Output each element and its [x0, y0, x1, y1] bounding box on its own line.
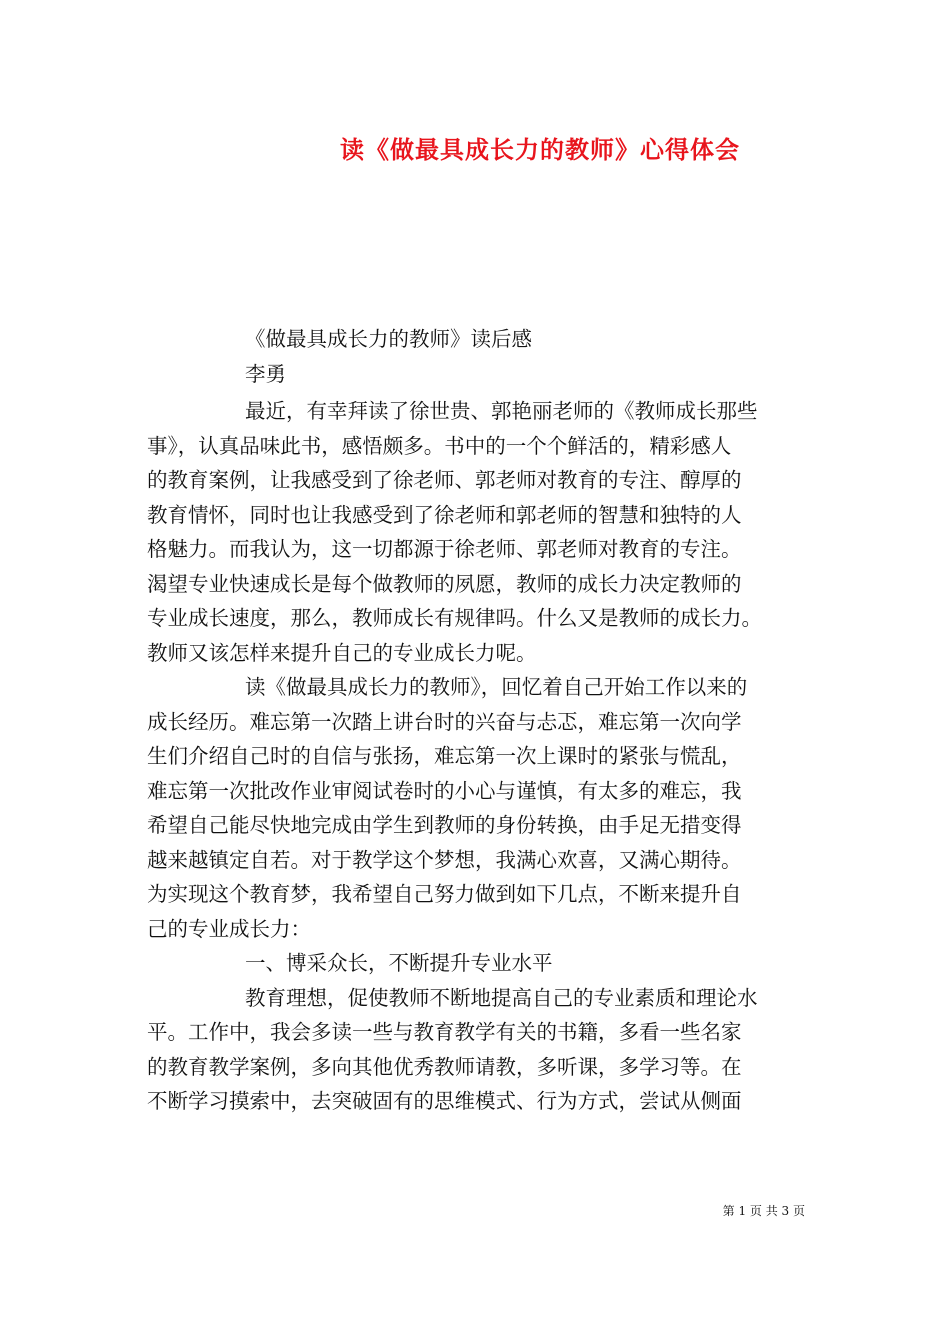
paragraph-line: 难忘第一次批改作业审阅试卷时的小心与谨慎，有太多的难忘，我	[147, 778, 742, 803]
subtitle-line: 《做最具成长力的教师》读后感	[245, 327, 532, 351]
paragraph-line: 格魅力。而我认为，这一切都源于徐老师、郭老师对教育的专注。	[147, 537, 742, 561]
paragraph-line: 最近，有幸拜读了徐世贵、郭艳丽老师的《教师成长那些	[245, 399, 758, 423]
paragraph-line: 平。工作中，我会多读一些与教育教学有关的书籍，多看一些名家	[147, 1020, 742, 1044]
paragraph-line: 教师又该怎样来提升自己的专业成长力呢。	[147, 640, 537, 665]
paragraph-line: 成长经历。难忘第一次踏上讲台时的兴奋与忐忑，难忘第一次向学	[147, 709, 742, 734]
paragraph-line: 越来越镇定自若。对于教学这个梦想，我满心欢喜，又满心期待。	[147, 847, 742, 872]
paragraph-line: 希望自己能尽快地完成由学生到教师的身份转换，由手足无措变得	[147, 813, 742, 837]
paragraph-line: 的教育案例，让我感受到了徐老师、郭老师对教育的专注、醇厚的	[147, 468, 742, 492]
paragraph-line: 生们介绍自己时的自信与张扬，难忘第一次上课时的紧张与慌乱，	[147, 744, 742, 768]
page-number: 第 1 页 共 3 页	[722, 1204, 805, 1218]
paragraph-line: 读《做最具成长力的教师》，回忆着自己开始工作以来的	[245, 675, 748, 699]
paragraph-line: 为实现这个教育梦，我希望自己努力做到如下几点，不断来提升自	[147, 882, 742, 906]
paragraph-line: 的教育教学案例，多向其他优秀教师请教，多听课，多学习等。在	[147, 1054, 742, 1079]
paragraph-line: 不断学习摸索中，去突破固有的思维模式、行为方式，尝试从侧面	[147, 1089, 742, 1113]
paragraph-line: 专业成长速度，那么，教师成长有规律吗。什么又是教师的成长力。	[147, 606, 762, 630]
document-body	[147, 322, 807, 1119]
section-heading: 一、博采众长，不断提升专业水平	[245, 951, 553, 975]
paragraph-line: 渴望专业快速成长是每个做教师的夙愿，教师的成长力决定教师的	[147, 571, 742, 596]
author-line: 李勇	[245, 361, 286, 386]
paragraph-line: 事》，认真品味此书，感悟颇多。书中的一个个鲜活的，精彩感人	[147, 433, 732, 458]
paragraph-line: 教育情怀，同时也让我感受到了徐老师和郭老师的智慧和独特的人	[147, 502, 742, 527]
paragraph-line: 己的专业成长力：	[147, 916, 311, 941]
document-title: 读《做最具成长力的教师》心得体会	[340, 135, 740, 164]
paragraph-line: 教育理想，促使教师不断地提高自己的专业素质和理论水	[245, 985, 758, 1010]
